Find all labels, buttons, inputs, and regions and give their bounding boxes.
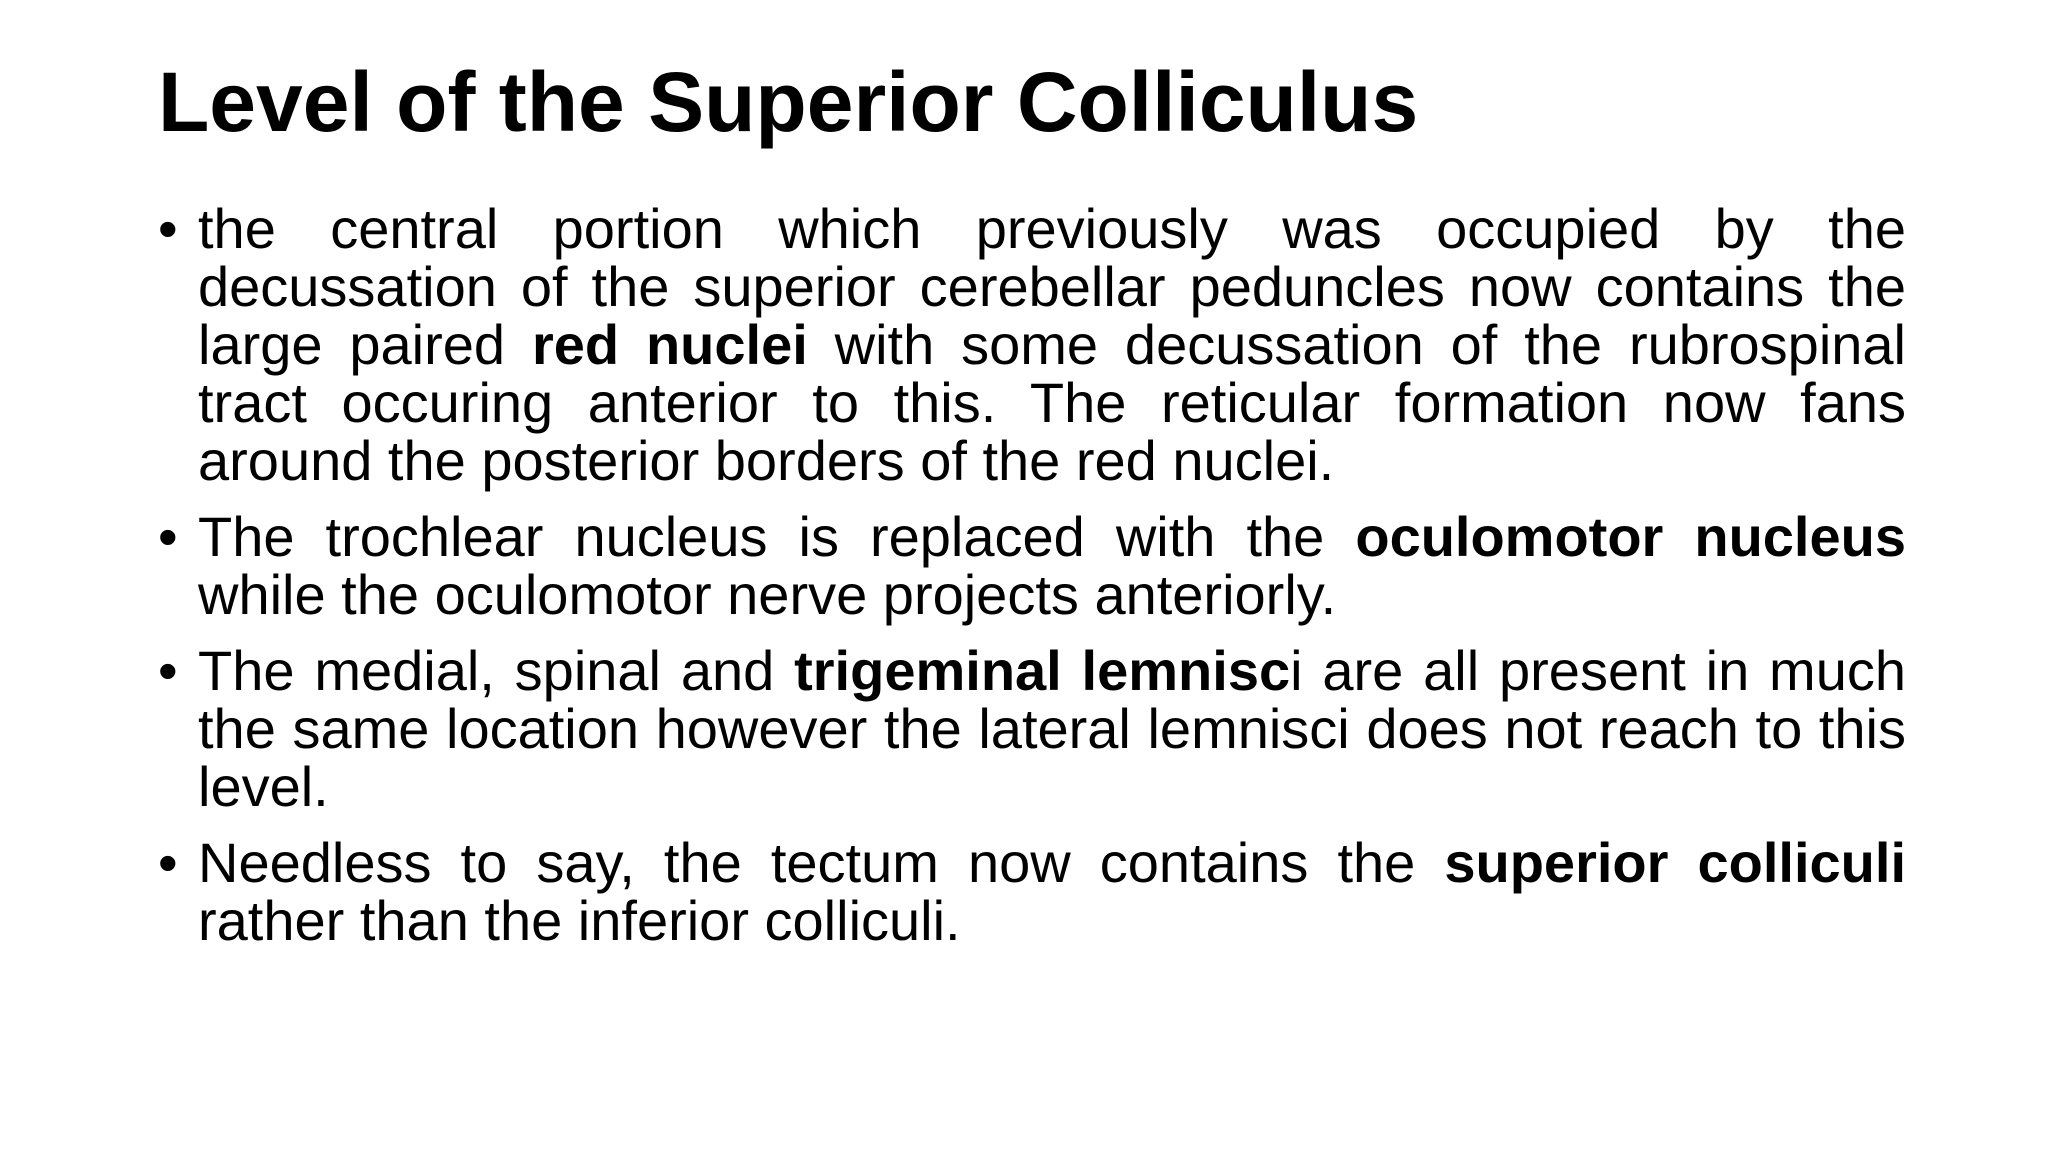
bold-term: oculomotor nucleus	[1355, 505, 1906, 568]
bullet-item	[150, 505, 1906, 626]
slide-title: Level of the Superior Colliculus	[158, 55, 1419, 149]
bold-term: superior colliculi	[1444, 831, 1906, 894]
bullet-marker: •	[158, 197, 178, 260]
bullet-text: with some decussation of the rubrospinal tract occuring anterior to this. The reticular formation now fans around the posterior borders of the red nuclei.	[198, 313, 1906, 492]
bullet-marker: •	[158, 831, 178, 894]
bullet-text: rather than the inferior colliculi.	[198, 889, 961, 952]
bullet-text: Needless to say, the tectum now contains the	[198, 831, 1445, 894]
bullet-item	[150, 197, 1906, 492]
bullet-text: the central portion which previously was occupied by the decussation of the superior cerebellar peduncles now contains the large paired	[198, 197, 1906, 376]
bullet-item	[150, 639, 1906, 818]
bullet-text: The trochlear nucleus is replaced with the	[198, 505, 1356, 568]
bullet-item	[150, 831, 1906, 952]
bullet-list	[150, 197, 1906, 968]
bullet-text: while the oculomotor nerve projects anteriorly.	[198, 563, 1337, 626]
bullet-text: i are all present in much the same location however the lateral lemnisci does not reach to this level.	[198, 639, 1906, 818]
bullet-marker: •	[158, 639, 178, 702]
bullet-text: The medial, spinal and	[198, 639, 795, 702]
bold-term: red nuclei	[531, 313, 808, 376]
bold-term: trigeminal lemnisc	[794, 639, 1291, 702]
bullet-marker: •	[158, 505, 178, 568]
